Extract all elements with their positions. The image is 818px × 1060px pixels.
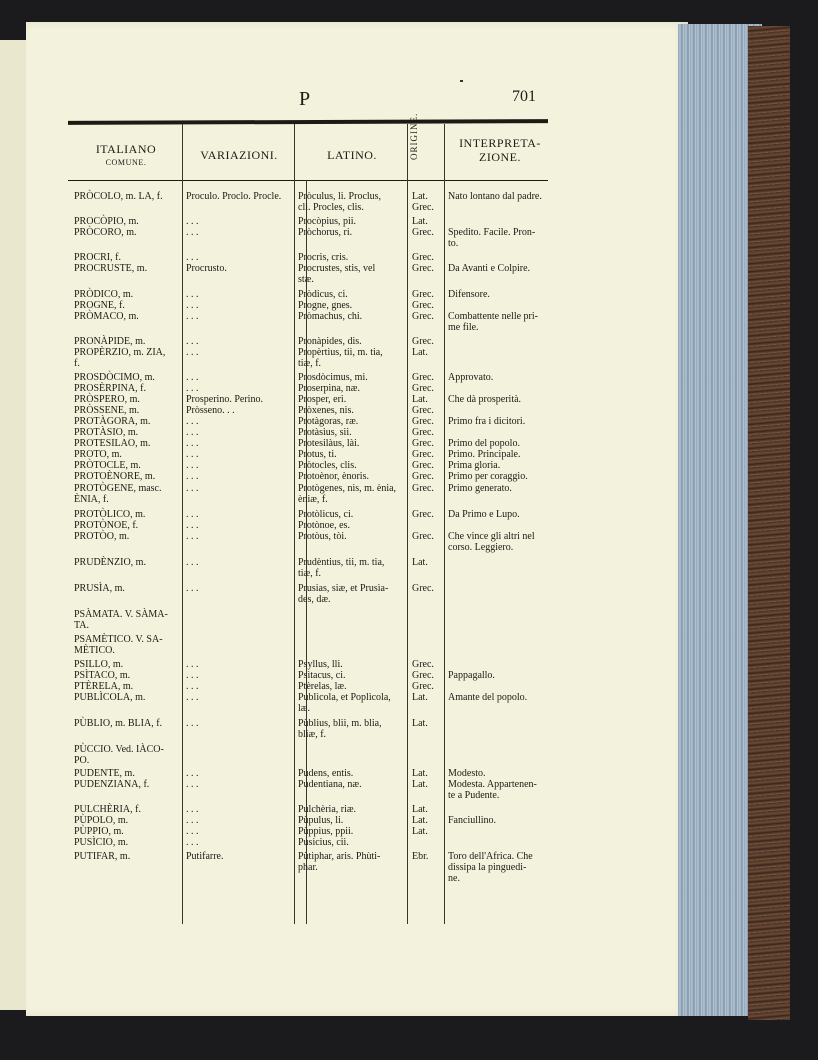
entry-variation: . . . (186, 449, 199, 460)
entry-variation: . . . (186, 289, 199, 300)
entry-name: PROTESILAO, m. (74, 438, 151, 449)
entry-origin: Lat. (412, 557, 428, 568)
entry-latin: Pulchèria, riæ. (298, 804, 357, 815)
entry-origin: Grec. (412, 263, 434, 274)
entry-name: PULCHÈRIA, f. (74, 804, 141, 815)
entry-origin: Grec. (412, 289, 434, 300)
entry-latin: Protònoe, es. (298, 520, 350, 531)
entry-origin: Grec. (412, 449, 434, 460)
entry-variation: . . . (186, 779, 199, 790)
entry-latin: Proserpina, næ. (298, 383, 360, 394)
entry-latin: Procrustes, stis, vel stæ. (298, 263, 376, 285)
entry-variation: . . . (186, 557, 199, 568)
entry-variation: . . . (186, 509, 199, 520)
entry-interpretation: Nato lontano dal padre. (448, 191, 542, 202)
entry-latin: Psyllus, lli. (298, 659, 343, 670)
entry-interpretation: Da Avanti e Colpire. (448, 263, 531, 274)
entry-name: PSAMÈTICO. V. SA- MÈTICO. (74, 634, 163, 656)
entry-origin: Grec. (412, 670, 434, 681)
entry-name: PROTÀSIO, m. (74, 427, 139, 438)
entry-variation: . . . (186, 681, 199, 692)
entry-origin: Grec. (412, 405, 434, 416)
entry-latin: Prudèntius, tii, m. tia, tiæ, f. (298, 557, 385, 579)
entry-interpretation: Primo del popolo. (448, 438, 520, 449)
entry-latin: Pròchorus, ri. (298, 227, 353, 238)
entry-origin: Grec. (412, 483, 434, 494)
entry-latin: Prusias, siæ, et Prusìa- des, dæ. (298, 583, 389, 605)
entry-variation: . . . (186, 520, 199, 531)
entry-origin: Grec. (412, 471, 434, 482)
entry-name: PRÒSPERO, m. (74, 394, 140, 405)
entry-latin: Procris, cris. (298, 252, 349, 263)
entry-name: PÙCCIO. Ved. IÀCO- PO. (74, 744, 164, 766)
entry-origin: Grec. (412, 659, 434, 670)
entry-origin: Lat. (412, 804, 428, 815)
entry-name: PUDENTE, m. (74, 768, 135, 779)
entry-origin: Lat. (412, 826, 428, 837)
entry-variation: Putifarre. (186, 851, 224, 862)
col-italiano-subtitle: COMUNE. (105, 158, 147, 167)
entry-latin: Prosper, eri. (298, 394, 347, 405)
entry-variation: . . . (186, 471, 199, 482)
entry-variation: . . . (186, 427, 199, 438)
entry-variation: . . . (186, 300, 199, 311)
entry-interpretation: Primo generato. (448, 483, 512, 494)
entry-latin: Protàgoras, ræ. (298, 416, 359, 427)
entry-interpretation: Primo fra i dicitori. (448, 416, 526, 427)
entry-name: PSÌTACO, m. (74, 670, 131, 681)
entry-latin: Pùpulus, li. (298, 815, 344, 826)
entry-variation: . . . (186, 347, 199, 358)
entry-variation: . . . (186, 804, 199, 815)
entry-name: PROTO, m. (74, 449, 122, 460)
entry-name: PRÒDICO, m. (74, 289, 134, 300)
entry-latin: Ptèrelas, læ. (298, 681, 347, 692)
entry-name: PÙPOLO, m. (74, 815, 129, 826)
entry-latin: Protoènor, ènoris. (298, 471, 369, 482)
entry-origin: Grec. (412, 460, 434, 471)
facing-page-edge (0, 40, 27, 1010)
entry-name: PROTÒLICO, m. (74, 509, 146, 520)
entry-interpretation: Toro dell'Africa. Che dissipa la pinguedi- ne. (448, 851, 533, 884)
entry-origin: Ebr. (412, 851, 429, 862)
entry-latin: Propèrtius, tii, m. tia, tiæ, f. (298, 347, 383, 369)
entry-origin: Grec. (412, 336, 434, 347)
entry-variation: . . . (186, 583, 199, 594)
book-cover (748, 26, 790, 1020)
entry-latin: Procòpius, pii. (298, 216, 357, 227)
entry-name: PRUSÌA, m. (74, 583, 125, 594)
entry-variation: . . . (186, 826, 199, 837)
entry-origin: Grec. (412, 438, 434, 449)
col-variazioni-header: VARIAZIONI. (200, 148, 278, 162)
entry-interpretation: Modesta. Appartenen- te a Pudente. (448, 779, 537, 801)
entry-variation: . . . (186, 659, 199, 670)
entry-origin: Lat. (412, 768, 428, 779)
entry-latin: Protòlicus, ci. (298, 509, 354, 520)
entry-variation: . . . (186, 383, 199, 394)
entry-latin: Protògenes, nis, m. ènia, èniæ, f. (298, 483, 397, 505)
entry-origin: Lat. (412, 718, 428, 729)
entry-name: PROCRUSTE, m. (74, 263, 148, 274)
col-italiano-title: ITALIANO (95, 142, 157, 156)
entry-latin: Pronàpides, dis. (298, 336, 362, 347)
page-number: 701 (512, 88, 536, 105)
entry-name: PROTÒNOE, f. (74, 520, 139, 531)
entry-name: PROTÒGENE, masc. ÈNIA, f. (74, 483, 162, 505)
entry-name: PRÒCOLO, m. LA, f. (74, 191, 163, 202)
entry-latin: Pròxenes, nis. (298, 405, 354, 416)
entry-origin: Grec. (412, 252, 434, 263)
entry-origin: Grec. (412, 416, 434, 427)
entry-name: PRÒMACO, m. (74, 311, 139, 322)
entry-latin: Protòus, tòi. (298, 531, 347, 542)
entry-name: PUBLÌCOLA, m. (74, 692, 146, 703)
entry-variation: . . . (186, 438, 199, 449)
entry-latin: Pròtocles, clis. (298, 460, 357, 471)
col-latino-header: LATINO. (327, 148, 377, 162)
entry-name: PROTÀGORA, m. (74, 416, 151, 427)
entry-origin: Grec. (412, 227, 434, 238)
entry-variation: . . . (186, 227, 199, 238)
entry-latin: Pròculus, li. Proclus, cli. Procles, clis. (298, 191, 382, 213)
entry-origin: Grec. (412, 531, 434, 542)
entry-name: PROCÒPIO, m. (74, 216, 139, 227)
entry-name: PROPÈRZIO, m. ZIA, f. (74, 347, 166, 369)
entry-variation: . . . (186, 372, 199, 383)
entry-variation: . . . (186, 483, 199, 494)
entry-name: PUDENZIANA, f. (74, 779, 150, 790)
entry-name: PROSÈRPINA, f. (74, 383, 146, 394)
entry-variation: . . . (186, 718, 199, 729)
entry-name: PRÒTOCLE, m. (74, 460, 141, 471)
header-bottom-rule (68, 180, 548, 181)
entry-origin: Grec. (412, 311, 434, 322)
entry-variation: . . . (186, 311, 199, 322)
entry-latin: Psìtacus, ci. (298, 670, 346, 681)
entry-interpretation: Che vince gli altri nel corso. Leggiero. (448, 531, 535, 553)
entry-name: PSILLO, m. (74, 659, 124, 670)
entry-latin: Pudentiana, næ. (298, 779, 362, 790)
entry-interpretation: Amante del popolo. (448, 692, 528, 703)
entry-variation: . . . (186, 460, 199, 471)
entry-name: PSÀMATA. V. SÀMA- TA. (74, 609, 168, 631)
entry-variation: . . . (186, 252, 199, 263)
entry-variation: . . . (186, 416, 199, 427)
entry-latin: Pùtiphar, aris. Phùti- phar. (298, 851, 381, 873)
entry-latin: Pùblius, blii, m. blia, bliæ, f. (298, 718, 382, 740)
entry-origin: Lat. (412, 347, 428, 358)
entry-name: PROCRI, f. (74, 252, 121, 263)
entry-origin: Grec. (412, 383, 434, 394)
entry-interpretation: Che dà prosperità. (448, 394, 522, 405)
entry-name: PÙBLIO, m. BLIA, f. (74, 718, 163, 729)
entry-interpretation: Combattente nelle pri- me file. (448, 311, 538, 333)
entry-name: PRÒSSENE, m. (74, 405, 140, 416)
entry-name: PUTIFAR, m. (74, 851, 131, 862)
entry-name: PROGNE, f. (74, 300, 125, 311)
entry-latin: Pudens, entis. (298, 768, 354, 779)
entry-latin: Prosdòcimus, mi. (298, 372, 368, 383)
entry-origin: Grec. (412, 300, 434, 311)
entry-origin: Grec. (412, 681, 434, 692)
entry-name: PROTOÈNORE, m. (74, 471, 156, 482)
entry-interpretation: Da Primo e Lupo. (448, 509, 520, 520)
entry-name: PRÒCORO, m. (74, 227, 137, 238)
entry-interpretation: Primo. Principale. (448, 449, 521, 460)
entry-variation: Pròsseno. . . (186, 405, 235, 416)
entry-interpretation: Fanciullino. (448, 815, 497, 826)
entry-latin: Pusicius, cii. (298, 837, 349, 848)
entry-origin: Lat. (412, 815, 428, 826)
entry-interpretation: Modesto. (448, 768, 486, 779)
entry-variation: . . . (186, 531, 199, 542)
entry-origin: Grec. (412, 427, 434, 438)
entry-origin: Lat. (412, 216, 428, 227)
page-mark (460, 80, 463, 82)
entry-variation: . . . (186, 768, 199, 779)
entry-variation: Prosperino. Perino. (186, 394, 263, 405)
entry-interpretation: Difensore. (448, 289, 490, 300)
entry-origin: Lat. (412, 394, 428, 405)
entry-variation: . . . (186, 336, 199, 347)
entry-latin: Publìcola, et Poplìcola, læ. (298, 692, 391, 714)
entry-latin: Pròmachus, chi. (298, 311, 363, 322)
entry-latin: Pùppius, ppii. (298, 826, 354, 837)
entry-origin: Grec. (412, 372, 434, 383)
entry-origin: Lat. (412, 692, 428, 703)
entry-interpretation: Pappagallo. (448, 670, 495, 681)
section-letter: P (299, 88, 311, 110)
entry-variation: . . . (186, 670, 199, 681)
entry-variation: Proculo. Proclo. Procle. (186, 191, 282, 202)
entry-latin: Progne, gnes. (298, 300, 353, 311)
entry-latin: Protàsius, sii. (298, 427, 352, 438)
col-origine-header: ORIGINE. (409, 112, 419, 160)
col-interpretazione-header: INTERPRETA- ZIONE. (459, 136, 541, 164)
entry-variation: . . . (186, 692, 199, 703)
entry-name: PTÈRELA, m. (74, 681, 134, 692)
col-italiano-header (72, 142, 180, 170)
entry-origin: Lat. Grec. (412, 191, 434, 213)
entry-interpretation: Spedito. Facile. Pron- to. (448, 227, 536, 249)
entry-interpretation: Approvato. (448, 372, 494, 383)
entry-name: PUSÌCIO, m. (74, 837, 129, 848)
entry-name: PRUDÈNZIO, m. (74, 557, 146, 568)
entry-origin: Lat. (412, 779, 428, 790)
entry-latin: Protus, ti. (298, 449, 337, 460)
entry-interpretation: Primo per coraggio. (448, 471, 528, 482)
entry-name: PRONÀPIDE, m. (74, 336, 146, 347)
entry-variation: Procrusto. (186, 263, 227, 274)
entry-origin: Grec. (412, 583, 434, 594)
entry-origin: Grec. (412, 509, 434, 520)
entry-name: PROSDÒCIMO, m. (74, 372, 155, 383)
entry-interpretation: Prima gloria. (448, 460, 501, 471)
entry-name: PÙPPIO, m. (74, 826, 124, 837)
entry-variation: . . . (186, 837, 199, 848)
entry-variation: . . . (186, 216, 199, 227)
entry-variation: . . . (186, 815, 199, 826)
entry-name: PROTÒO, m. (74, 531, 130, 542)
entry-latin: Protesilàus, lài. (298, 438, 360, 449)
entry-latin: Pròdicus, ci. (298, 289, 348, 300)
